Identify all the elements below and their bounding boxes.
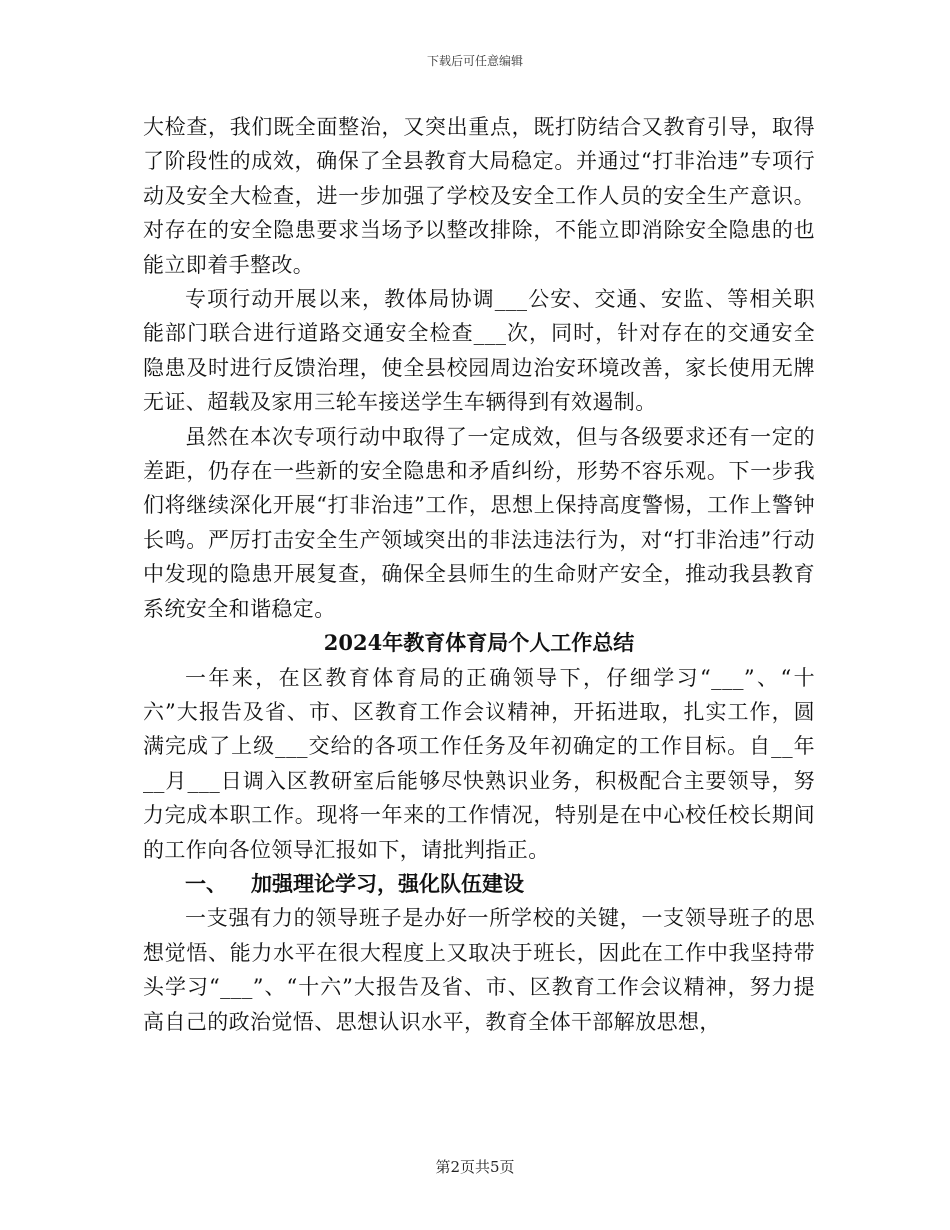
page-header: 下载后可任意编辑: [426, 54, 523, 68]
paragraph-leadership: 一支强有力的领导班子是办好一所学校的关键，一支领导班子的思想觉悟、能力水平在很大程度上又取决于班长，因此在工作中我坚持带头学习“___”、“十六”大报告及省、市、区教育工作会议精神，努力提高自己的政治觉悟、思想认识水平，教育全体干部解放思想，: [143, 906, 815, 1034]
section-number: 一、: [185, 870, 227, 896]
paragraph-next-steps: 虽然在本次专项行动中取得了一定成效，但与各级要求还有一定的差距，仍存在一些新的安全隐患和矛盾纠纷，形势不容乐观。下一步我们将继续深化开展“打非治违”工作，思想上保持高度警惕，工作上警钟长鸣。严厉打击安全生产领域突出的非法违法行为，对“打非治违”行动中发现的隐患开展复查，确保全县师生的生命财产安全，推动我县教育系统安全和谐稳定。: [143, 424, 815, 621]
paragraph-year-review: 一年来，在区教育体育局的正确领导下，仔细学习“___”、“十六”大报告及省、市、区教育工作会议精神，开拓进取，扎实工作，圆满完成了上级___交给的各项工作任务及年初确定的工作目标。自__年__月___日调入区教研室后能够尽快熟识业务，积极配合主要领导，努力完成本职工作。现将一年来的工作情况，特别是在中心校任校长期间的工作向各位领导汇报如下，请批判指正。: [143, 665, 815, 862]
section-title: 加强理论学习，强化队伍建设: [251, 870, 524, 896]
page-footer: 第2页共5页: [435, 1158, 515, 1176]
document-body: [143, 110, 815, 1039]
paragraph-traffic-action: 专项行动开展以来，教体局协调___公安、交通、安监、等相关职能部门联合进行道路交通安全检查___次，同时，针对存在的交通安全隐患及时进行反馈治理，使全县校园周边治安环境改善，家长使用无牌无证、超载及家用三轮车接送学生车辆得到有效遏制。: [143, 287, 815, 415]
section-heading-1: [143, 867, 815, 901]
paragraph-safety-inspection: 大检查，我们既全面整治，又突出重点，既打防结合又教育引导，取得了阶段性的成效，确保了全县教育大局稳定。并通过“打非治违”专项行动及安全大检查，进一步加强了学校及安全工作人员的安全生产意识。对存在的安全隐患要求当场予以整改排除，不能立即消除安全隐患的也能立即着手整改。: [143, 115, 815, 277]
document-title: 2024年教育体育局个人工作总结: [323, 630, 635, 656]
